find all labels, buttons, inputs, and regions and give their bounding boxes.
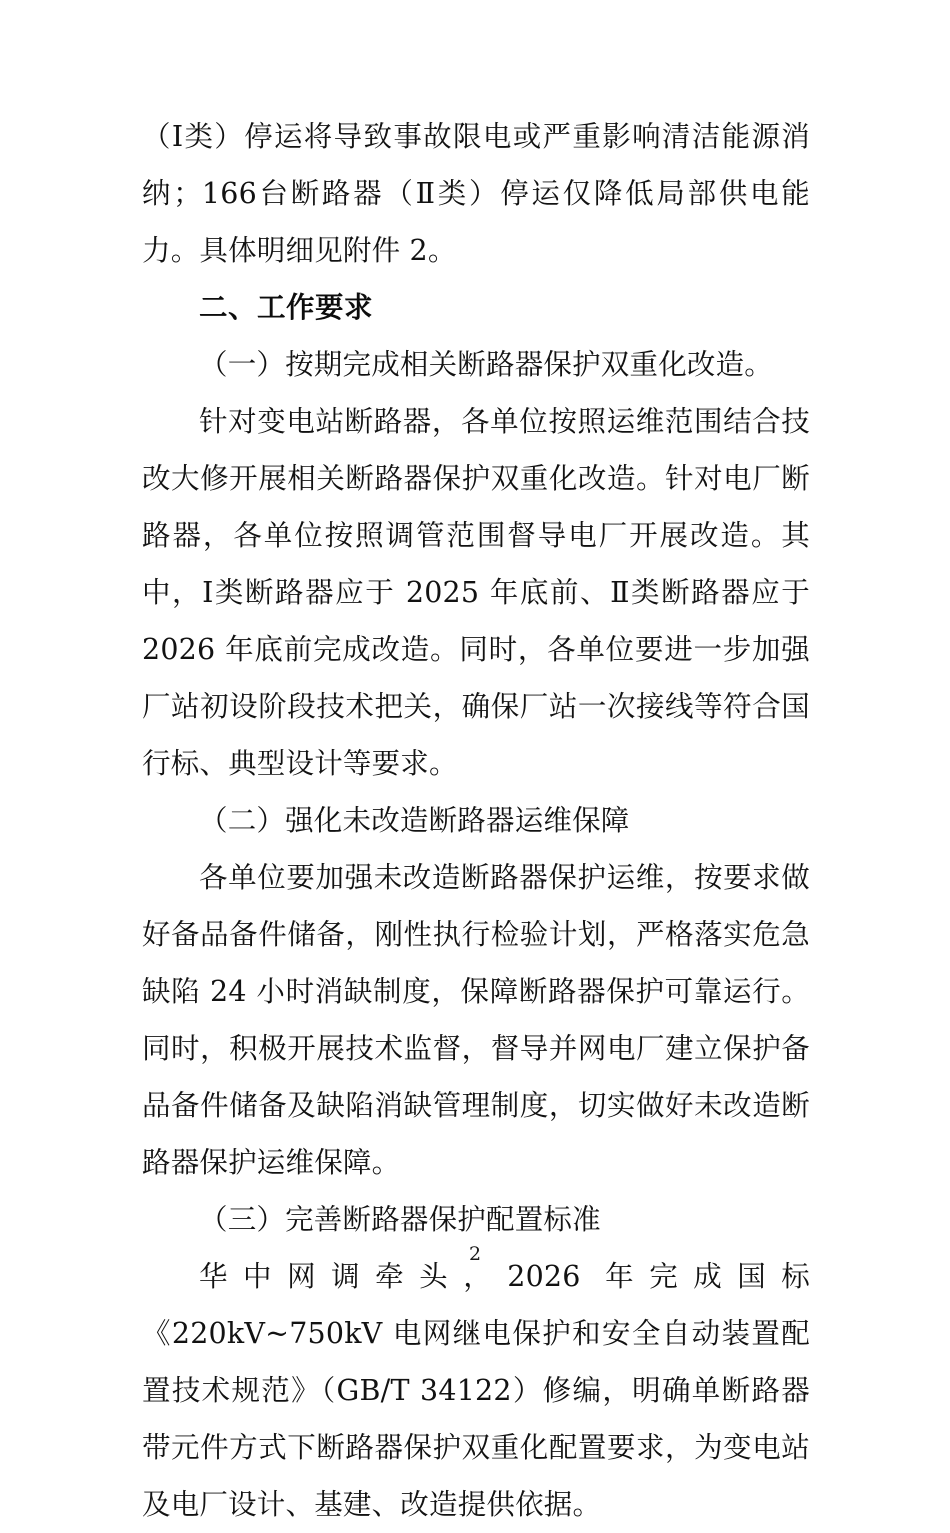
item-one-body: 针对变电站断路器，各单位按照运维范围结合技改大修开展相关断路器保护双重化改造。针对电厂断路器，各单位按照调管范围督导电厂开展改造。其中，Ⅰ类断路器应于 2025 年底前、Ⅱ类断路器应于 2026 年底前完成改造。同时，各单位要进一步加强厂站初设阶段技术把关，确保厂站一次接线等符合国行标、典型设计等要求。 xyxy=(142,405,810,780)
page-number: 2 xyxy=(468,1243,482,1265)
text-column xyxy=(142,108,810,1533)
item-one-title: （一）按期完成相关断路器保护双重化改造。 xyxy=(199,348,774,381)
item-three-body: 华中网调牵头，2026 年完成国标《220kV~750kV 电网继电保护和安全自动装置配置技术规范》（GB/T 34122）修编，明确单断路器带元件方式下断路器保护双重化配置要求，为变电站及电厂设计、基建、改造提供依据。 xyxy=(142,1260,810,1521)
item-three-title: （三）完善断路器保护配置标准 xyxy=(199,1203,601,1236)
item-two-body: 各单位要加强未改造断路器保护运维，按要求做好备品备件储备，刚性执行检验计划，严格落实危急缺陷 24 小时消缺制度，保障断路器保护可靠运行。同时，积极开展技术监督，督导并网电厂建立保护备品备件储备及缺陷消缺管理制度，切实做好未改造断路器保护运维保障。 xyxy=(142,861,810,1179)
carryover-paragraph: （Ⅰ类）停运将导致事故限电或严重影响清洁能源消纳；166台断路器（Ⅱ类）停运仅降低局部供电能力。具体明细见附件 2。 xyxy=(142,120,810,267)
item-two-title: （二）强化未改造断路器运维保障 xyxy=(199,804,630,837)
section-two-heading: 二、工作要求 xyxy=(199,291,374,324)
